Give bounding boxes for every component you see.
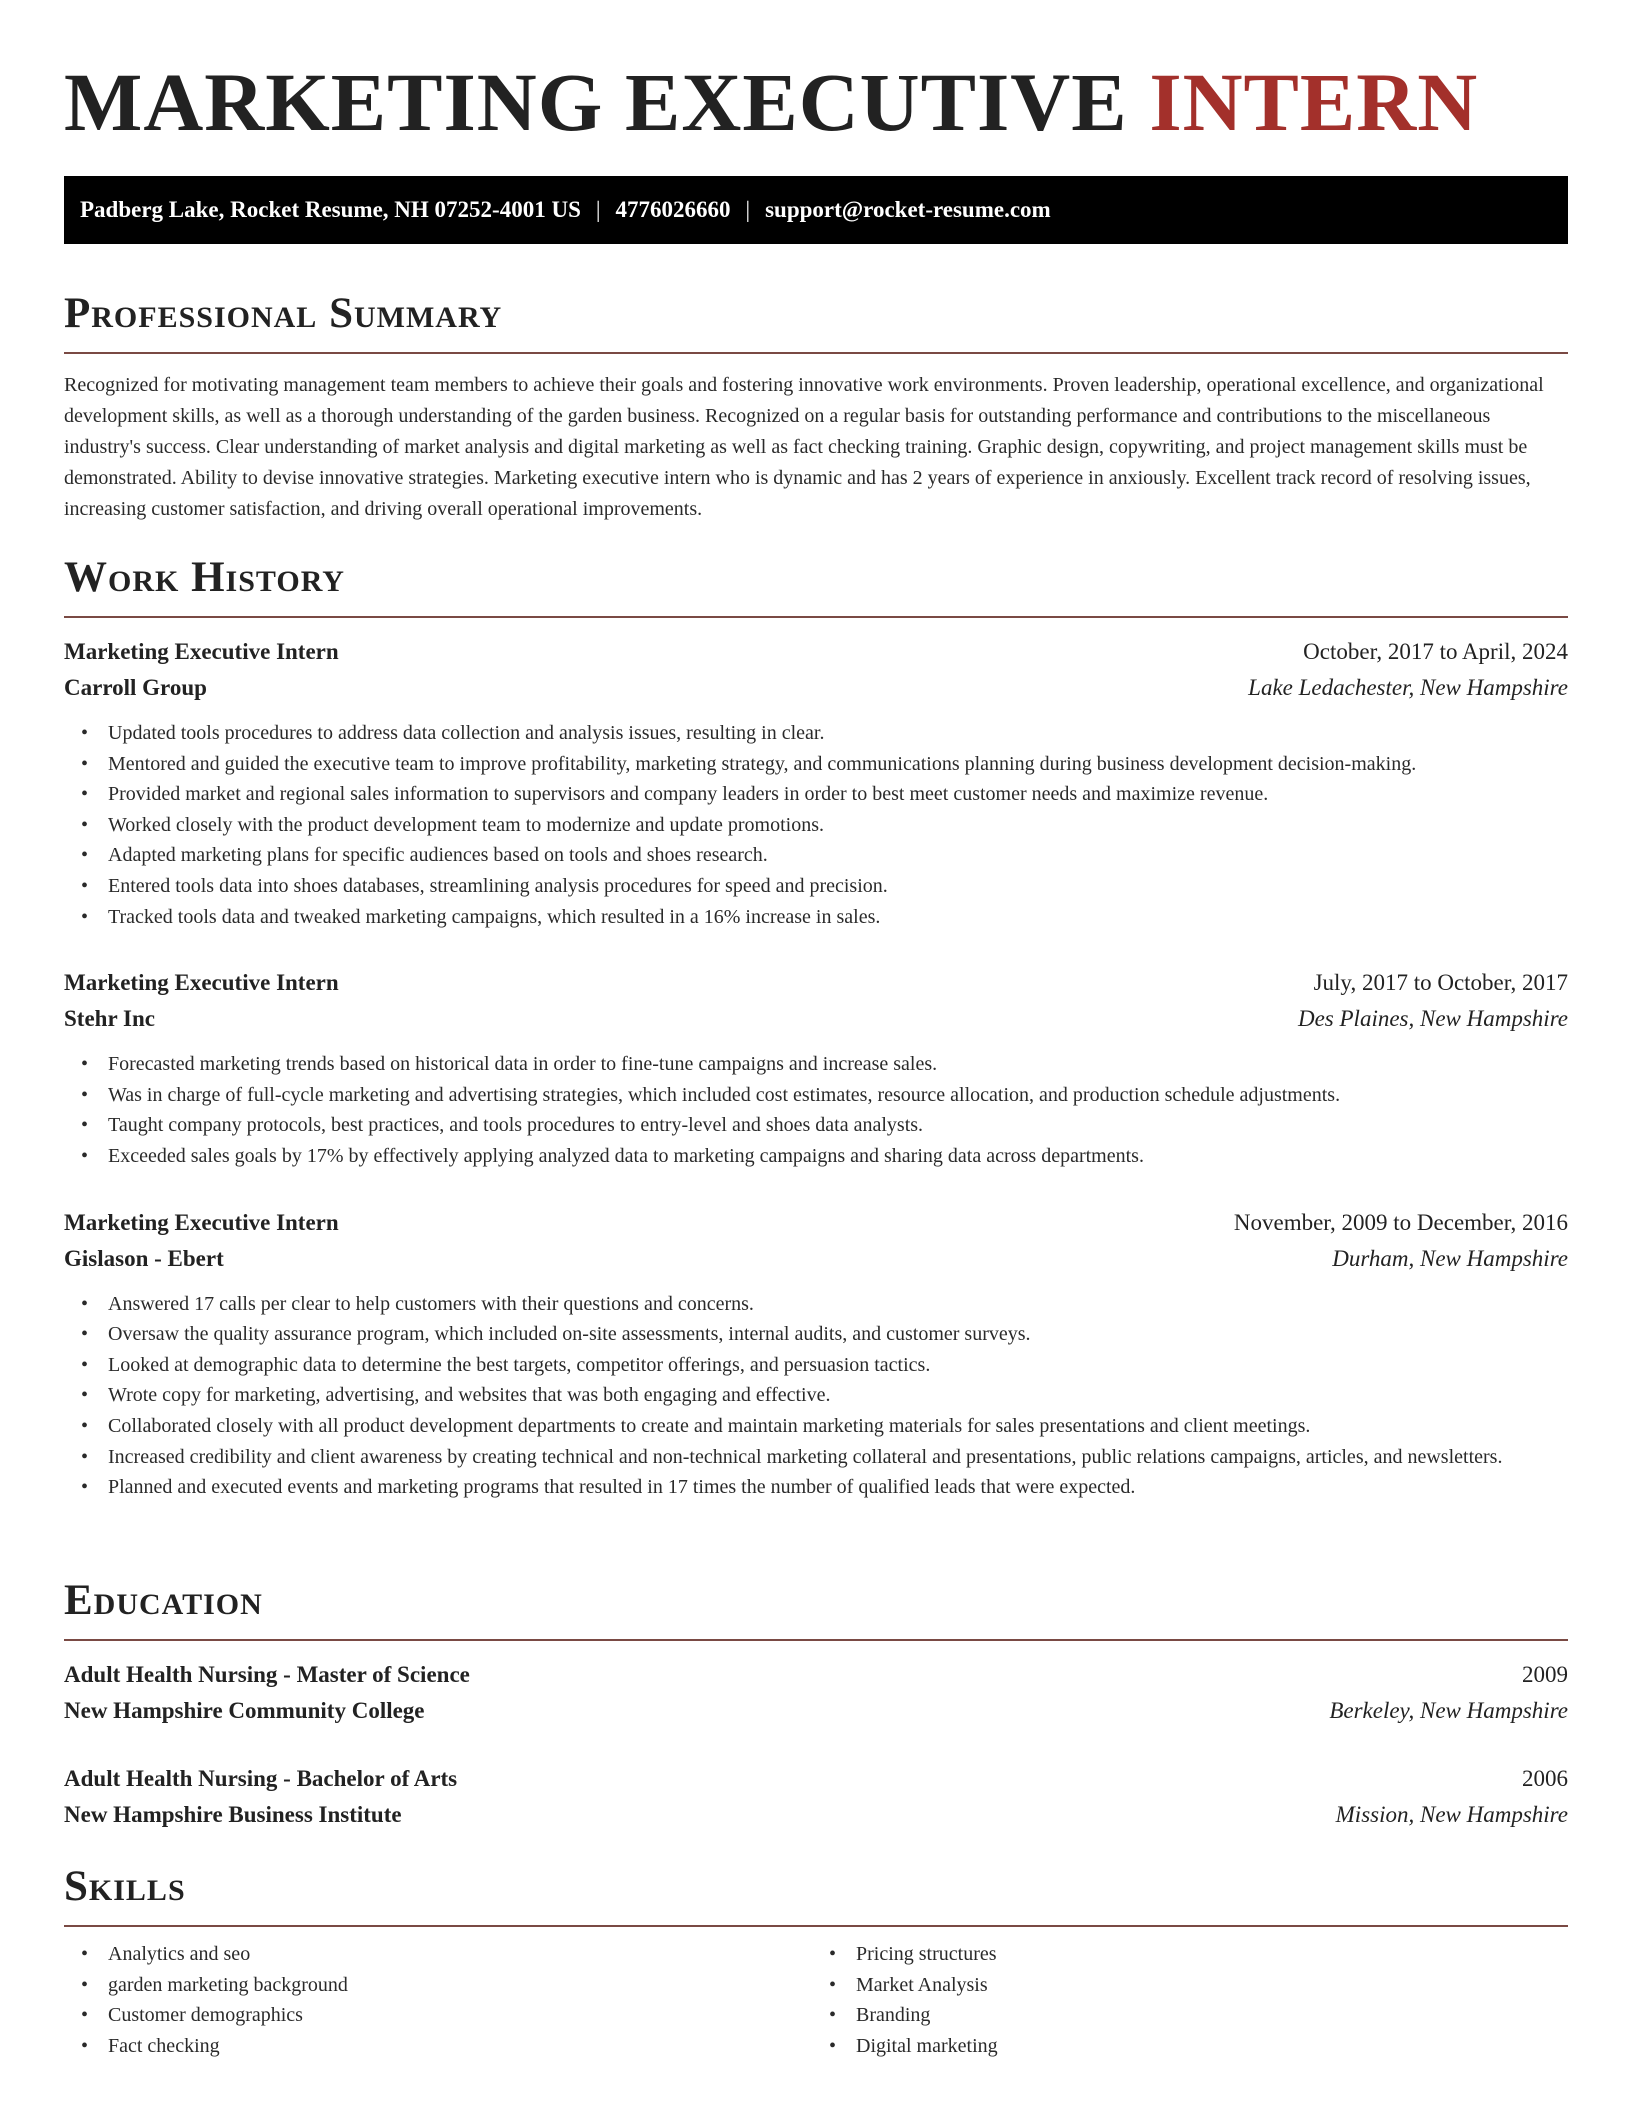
list-item: • Branding [856,2000,1568,2031]
job-entry [64,1205,1568,1503]
contact-separator: | [745,197,751,222]
job-company: Carroll Group [64,675,207,700]
contact-bar [64,176,1568,244]
list-item: • Tracked tools data and tweaked marketing campaigns, which resulted in a 16% increase in sales. [108,902,1568,933]
education-location: Mission, New Hampshire [1335,1802,1568,1827]
list-item: • Market Analysis [856,1970,1568,2001]
skills-list-left [64,1939,820,2061]
list-item: • Fact checking [108,2031,820,2062]
education-school: New Hampshire Community College [64,1698,425,1723]
education-school: New Hampshire Business Institute [64,1802,402,1827]
title-accent: INTERN [1149,56,1479,148]
summary-heading: Professional Summary [64,284,1568,354]
job-company: Gislason - Ebert [64,1245,224,1271]
list-item: • garden marketing background [108,1970,820,2001]
list-item: • Analytics and seo [108,1939,820,1970]
list-item: • Oversaw the quality assurance program, which included on-site assessments, internal audits, and customer surveys. [108,1319,1568,1350]
list-item: • Was in charge of full-cycle marketing and advertising strategies, which included cost estimates, resource allocation, and production schedule adjustments. [108,1080,1568,1111]
job-bullets [64,718,1568,932]
education-entry [64,1761,1568,1833]
skills-section [64,1857,1568,2061]
summary-text: Recognized for motivating management team members to achieve their goals and fostering innovative work environments. Proven leadership, operational excellence, and organizational development skills, as well as a thorough understanding of the garden business. Recognized on a regular basis for outstanding performance and contributions to the miscellaneous industry's success. Clear understanding of market analysis and digital marketing as well as fact checking training. Graphic design, copywriting, and project management skills must be demonstrated. Ability to devise innovative strategies. Marketing executive intern who is dynamic and has 2 years of experience in anxiously. Excellent track record of resolving issues, increasing customer satisfaction, and driving overall operational improvements. [64,374,1544,520]
page-title [64,52,1478,152]
job-title: Marketing Executive Intern [64,639,339,664]
education-degree: Adult Health Nursing - Bachelor of Arts [64,1766,458,1791]
job-bullets [64,1049,1568,1171]
list-item: • Provided market and regional sales information to supervisors and company leaders in order to best meet customer needs and maximize revenue. [108,779,1568,810]
list-item: • Pricing structures [856,1939,1568,1970]
education-year: 2009 [1522,1662,1568,1687]
list-item: • Answered 17 calls per clear to help customers with their questions and concerns. [108,1289,1568,1320]
job-location: Durham, New Hampshire [1332,1245,1568,1271]
list-item: • Mentored and guided the executive team to improve profitability, marketing strategy, and communications planning during business development decision-making. [108,749,1568,780]
contact-separator: | [595,197,601,222]
skills-columns [64,1939,1568,2061]
job-entry [64,634,1568,932]
list-item: • Looked at demographic data to determine the best targets, competitor offerings, and persuasion tactics. [108,1350,1568,1381]
job-bullets [64,1289,1568,1503]
job-location: Lake Ledachester, New Hampshire [1248,675,1568,700]
education-degree: Adult Health Nursing - Master of Science [64,1662,470,1687]
education-heading: Education [64,1571,1568,1641]
list-item: • Increased credibility and client awareness by creating technical and non-technical marketing collateral and presentations, public relations campaigns, articles, and newsletters. [108,1442,1568,1473]
list-item: • Exceeded sales goals by 17% by effectively applying analyzed data to marketing campaigns and sharing data across departments. [108,1141,1568,1172]
title-main: MARKETING EXECUTIVE [64,56,1128,148]
work-history-section [64,548,1568,1503]
education-section [64,1571,1568,1833]
list-item: • Updated tools procedures to address data collection and analysis issues, resulting in clear. [108,718,1568,749]
contact-phone: 4776026660 [615,197,731,222]
summary-section [64,284,1568,525]
education-year: 2006 [1522,1766,1568,1791]
list-item: • Forecasted marketing trends based on historical data in order to fine-tune campaigns and increase sales. [108,1049,1568,1080]
list-item: • Worked closely with the product development team to modernize and update promotions. [108,810,1568,841]
education-entry [64,1657,1568,1729]
skills-heading: Skills [64,1857,1568,1927]
list-item: • Taught company protocols, best practices, and tools procedures to entry-level and shoes data analysts. [108,1110,1568,1141]
list-item: • Digital marketing [856,2031,1568,2062]
work-history-heading: Work History [64,548,1568,618]
job-company: Stehr Inc [64,1006,155,1032]
job-entry [64,965,1568,1171]
list-item: • Collaborated closely with all product development departments to create and maintain marketing materials for sales presentations and client meetings. [108,1411,1568,1442]
education-location: Berkeley, New Hampshire [1329,1698,1568,1723]
job-title: Marketing Executive Intern [64,1209,339,1235]
list-item: • Adapted marketing plans for specific audiences based on tools and shoes research. [108,840,1568,871]
contact-email[interactable]: support@rocket-resume.com [765,197,1051,222]
job-dates: November, 2009 to December, 2016 [1233,1209,1568,1235]
job-dates: July, 2017 to October, 2017 [1313,970,1568,996]
job-dates: October, 2017 to April, 2024 [1303,639,1568,664]
job-location: Des Plaines, New Hampshire [1297,1006,1568,1032]
list-item: • Planned and executed events and marketing programs that resulted in 17 times the number of qualified leads that were expected. [108,1472,1568,1503]
job-title: Marketing Executive Intern [64,970,339,996]
contact-address: Padberg Lake, Rocket Resume, NH 07252-4001 US [80,197,581,222]
list-item: • Entered tools data into shoes databases, streamlining analysis procedures for speed and precision. [108,871,1568,902]
skills-list-right [820,1939,1568,2061]
list-item: • Customer demographics [108,2000,820,2031]
list-item: • Wrote copy for marketing, advertising, and websites that was both engaging and effective. [108,1380,1568,1411]
